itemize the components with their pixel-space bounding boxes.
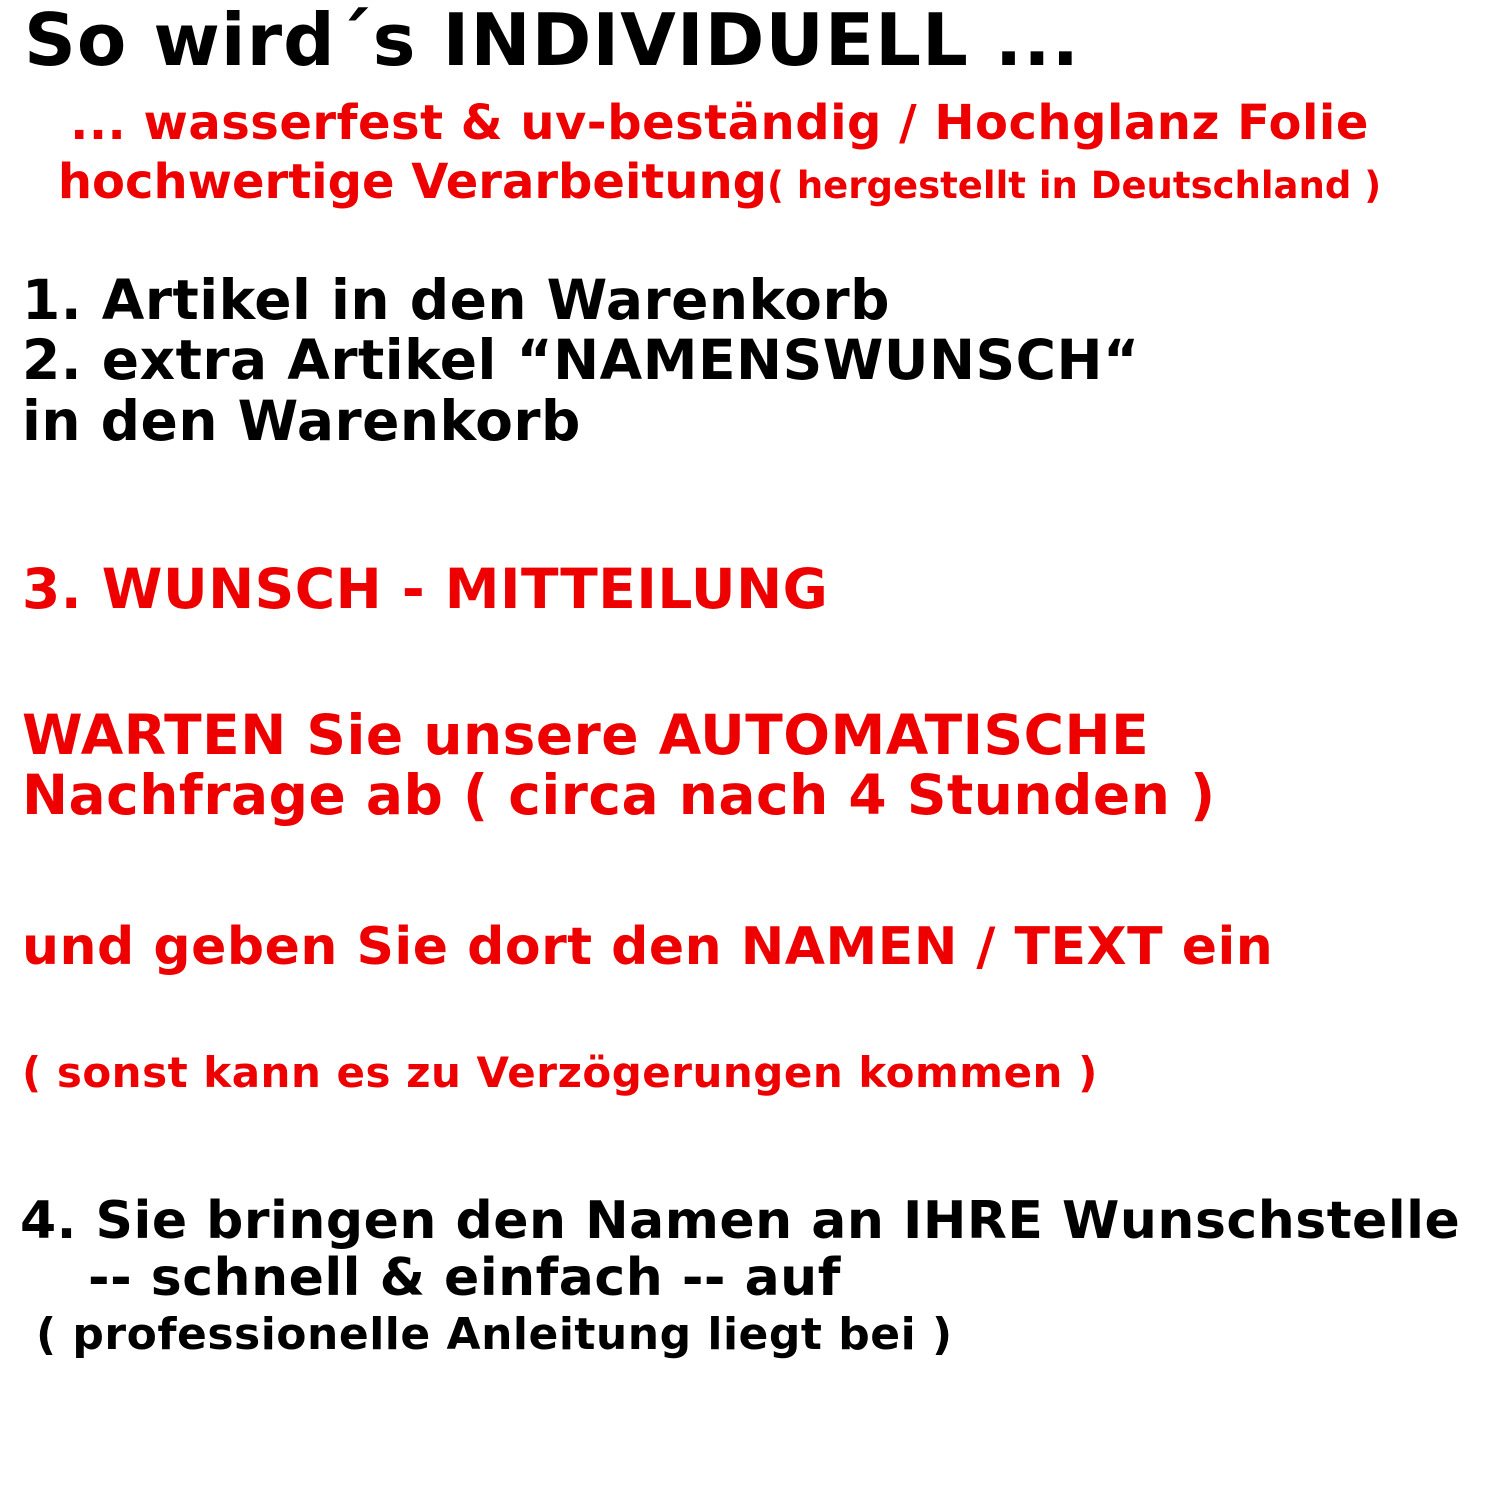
step-1: 1. Artikel in den Warenkorb [22,268,890,333]
step-4: 4. Sie bringen den Namen an IHRE Wunschstelle [20,1190,1461,1251]
subtitle-line-2 [18,154,1421,210]
notice-line-1: WARTEN Sie unsere AUTOMATISCHE [22,702,1150,767]
step-2: 2. extra Artikel “NAMENSWUNSCH“ [22,328,1140,393]
subtitle-block [18,95,1481,211]
subtitle-line-2-note: ( hergestellt in Deutschland ) [767,164,1382,208]
subtitle-line-1: ... wasserfest & uv-beständig / Hochglanz Folie [70,95,1369,152]
notice-line-2: Nachfrage ab ( circa nach 4 Stunden ) [22,762,1216,827]
step-4-note: ( professionelle Anleitung liegt bei ) [36,1308,953,1360]
page-title: So wird´s INDIVIDUELL ... [24,0,1080,82]
step-2-continued: in den Warenkorb [22,388,581,453]
warning-text: ( sonst kann es zu Verzögerungen kommen ) [22,1047,1098,1097]
instruction-text: und geben Sie dort den NAMEN / TEXT ein [22,916,1274,977]
step-4-continued: -- schnell & einfach -- auf [88,1247,841,1308]
subtitle-line-2-main: hochwertige Verarbeitung [57,154,768,211]
step-3: 3. WUNSCH - MITTEILUNG [22,556,829,621]
